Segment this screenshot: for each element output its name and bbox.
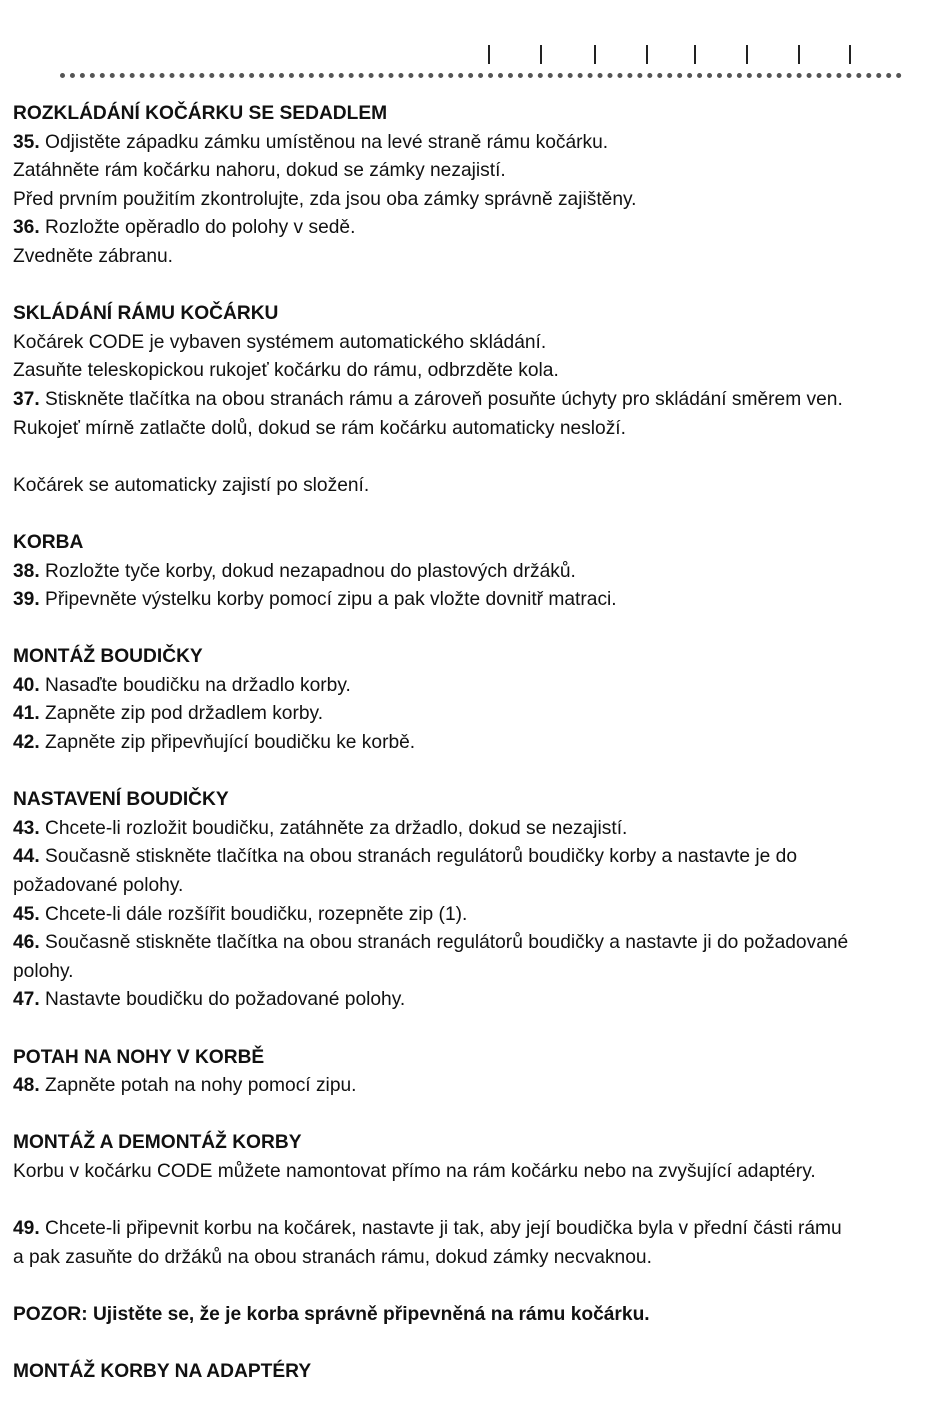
tick-mark xyxy=(646,45,648,64)
instruction-line xyxy=(13,672,943,701)
instruction-text: a pak zasuňte do držáků na obou stranách rámu, dokud zámky necvaknou. xyxy=(13,1246,652,1268)
instruction-text: Kočárek se automaticky zajistí po složení. xyxy=(13,474,370,496)
instruction-text: Zatáhněte rám kočárku nahoru, dokud se zámky nezajistí. xyxy=(13,160,506,182)
instruction-text: Rozložte opěradlo do polohy v sedě. xyxy=(39,217,356,239)
instruction-line xyxy=(13,157,943,186)
instruction-line xyxy=(13,1215,943,1244)
section-heading: KORBA xyxy=(13,531,84,553)
tick-mark xyxy=(849,45,851,64)
tick-mark xyxy=(540,45,542,64)
section-adapters xyxy=(13,1358,943,1387)
instruction-text: Zapněte zip pod držadlem korby. xyxy=(39,703,324,725)
instruction-text: polohy. xyxy=(13,960,74,982)
section-canopy-assembly xyxy=(13,643,943,757)
instruction-line xyxy=(13,815,943,844)
instruction-text: Rozložte tyče korby, dokud nezapadnou do plastových držáků. xyxy=(39,560,576,582)
step-number: 39. xyxy=(13,589,40,611)
step-number: 42. xyxy=(13,732,40,754)
step-number: 36. xyxy=(13,217,40,239)
instruction-text: Odjistěte západku zámku umístěnou na levé straně rámu kočárku. xyxy=(39,131,609,153)
instruction-text: Nastavte boudičku do požadované polohy. xyxy=(39,989,406,1011)
instruction-text: Chcete-li připevnit korbu na kočárek, nastavte ji tak, aby její boudička byla v přední části rámu xyxy=(39,1218,842,1240)
instruction-text: Stiskněte tlačítka na obou stranách rámu a zároveň posuňte úchyty pro skládání směrem ven. xyxy=(39,388,843,410)
instruction-line xyxy=(13,1072,943,1101)
instruction-line xyxy=(13,700,943,729)
instruction-line xyxy=(13,1158,943,1187)
instruction-text: Současně stiskněte tlačítka na obou stranách regulátorů boudičky korby a nastavte je do xyxy=(39,846,797,868)
instruction-line xyxy=(13,1244,943,1273)
step-number: 44. xyxy=(13,846,40,868)
instruction-line xyxy=(13,872,943,901)
warning-text: POZOR: Ujistěte se, že je korba správně připevněná na rámu kočárku. xyxy=(13,1303,650,1325)
instruction-text: Rukojeť mírně zatlačte dolů, dokud se rám kočárku automaticky nesloží. xyxy=(13,417,626,439)
tick-mark xyxy=(694,45,696,64)
step-number: 45. xyxy=(13,903,40,925)
tick-marks xyxy=(488,45,868,65)
instruction-text: Chcete-li dále rozšířit boudičku, rozepněte zip (1). xyxy=(39,903,468,925)
instruction-line xyxy=(13,958,943,987)
instruction-line xyxy=(13,472,943,501)
step-number: 49. xyxy=(13,1218,40,1240)
tick-mark xyxy=(594,45,596,64)
step-number: 47. xyxy=(13,989,40,1011)
step-number: 46. xyxy=(13,932,40,954)
instruction-line xyxy=(13,243,943,272)
tick-mark xyxy=(488,45,490,64)
tick-mark xyxy=(798,45,800,64)
instruction-text: Zasuňte teleskopickou rukojeť kočárku do rámu, odbrzděte kola. xyxy=(13,360,559,382)
section-unfolding-with-seat xyxy=(13,100,943,272)
section-warning xyxy=(13,1301,943,1330)
section-auto-lock-note xyxy=(13,472,943,501)
instruction-line xyxy=(13,586,943,615)
instruction-line xyxy=(13,329,943,358)
instruction-text: Zapněte potah na nohy pomocí zipu. xyxy=(39,1075,357,1097)
instruction-line xyxy=(13,129,943,158)
instruction-line xyxy=(13,386,943,415)
section-heading: MONTÁŽ KORBY NA ADAPTÉRY xyxy=(13,1361,312,1383)
step-number: 40. xyxy=(13,674,40,696)
dotted-separator xyxy=(60,73,902,78)
instruction-text: požadované polohy. xyxy=(13,875,184,897)
instruction-line xyxy=(13,357,943,386)
instruction-text: Před prvním použitím zkontrolujte, zda jsou oba zámky správně zajištěny. xyxy=(13,188,637,210)
instruction-line xyxy=(13,986,943,1015)
section-carrycot-mounting xyxy=(13,1129,943,1186)
section-canopy-adjustment xyxy=(13,786,943,1015)
section-heading: MONTÁŽ BOUDIČKY xyxy=(13,646,203,668)
instruction-text: Kočárek CODE je vybaven systémem automatického skládání. xyxy=(13,331,547,353)
step-number: 35. xyxy=(13,131,40,153)
tick-mark xyxy=(746,45,748,64)
instruction-line xyxy=(13,214,943,243)
instruction-text: Nasaďte boudičku na držadlo korby. xyxy=(39,674,351,696)
instruction-line xyxy=(13,929,943,958)
step-number: 37. xyxy=(13,388,40,410)
instruction-line xyxy=(13,901,943,930)
section-heading: ROZKLÁDÁNÍ KOČÁRKU SE SEDADLEM xyxy=(13,103,388,124)
section-heading: POTAH NA NOHY V KORBĚ xyxy=(13,1046,265,1068)
section-heading: NASTAVENÍ BOUDIČKY xyxy=(13,789,229,811)
instruction-text: Současně stiskněte tlačítka na obou stranách regulátorů boudičky a nastavte ji do požadované xyxy=(39,932,849,954)
step-number: 38. xyxy=(13,560,40,582)
section-carrycot-attach-step xyxy=(13,1215,943,1272)
instruction-text: Korbu v kočárku CODE můžete namontovat přímo na rám kočárku nebo na zvyšující adaptéry. xyxy=(13,1160,816,1182)
section-carrycot xyxy=(13,529,943,615)
section-footmuff xyxy=(13,1044,943,1101)
instruction-text: Zvedněte zábranu. xyxy=(13,245,174,267)
step-number: 41. xyxy=(13,703,40,725)
instruction-line xyxy=(13,415,943,444)
section-folding-frame xyxy=(13,300,943,443)
step-number: 48. xyxy=(13,1075,40,1097)
instruction-line xyxy=(13,843,943,872)
instruction-line xyxy=(13,186,943,215)
step-number: 43. xyxy=(13,817,40,839)
section-heading: MONTÁŽ A DEMONTÁŽ KORBY xyxy=(13,1132,302,1154)
instruction-line xyxy=(13,558,943,587)
instruction-text: Připevněte výstelku korby pomocí zipu a pak vložte dovnitř matraci. xyxy=(39,589,617,611)
document-body xyxy=(13,100,943,1415)
instruction-text: Chcete-li rozložit boudičku, zatáhněte za držadlo, dokud se nezajistí. xyxy=(39,817,628,839)
instruction-text: Zapněte zip připevňující boudičku ke korbě. xyxy=(39,732,416,754)
section-heading: SKLÁDÁNÍ RÁMU KOČÁRKU xyxy=(13,303,279,325)
instruction-line xyxy=(13,729,943,758)
